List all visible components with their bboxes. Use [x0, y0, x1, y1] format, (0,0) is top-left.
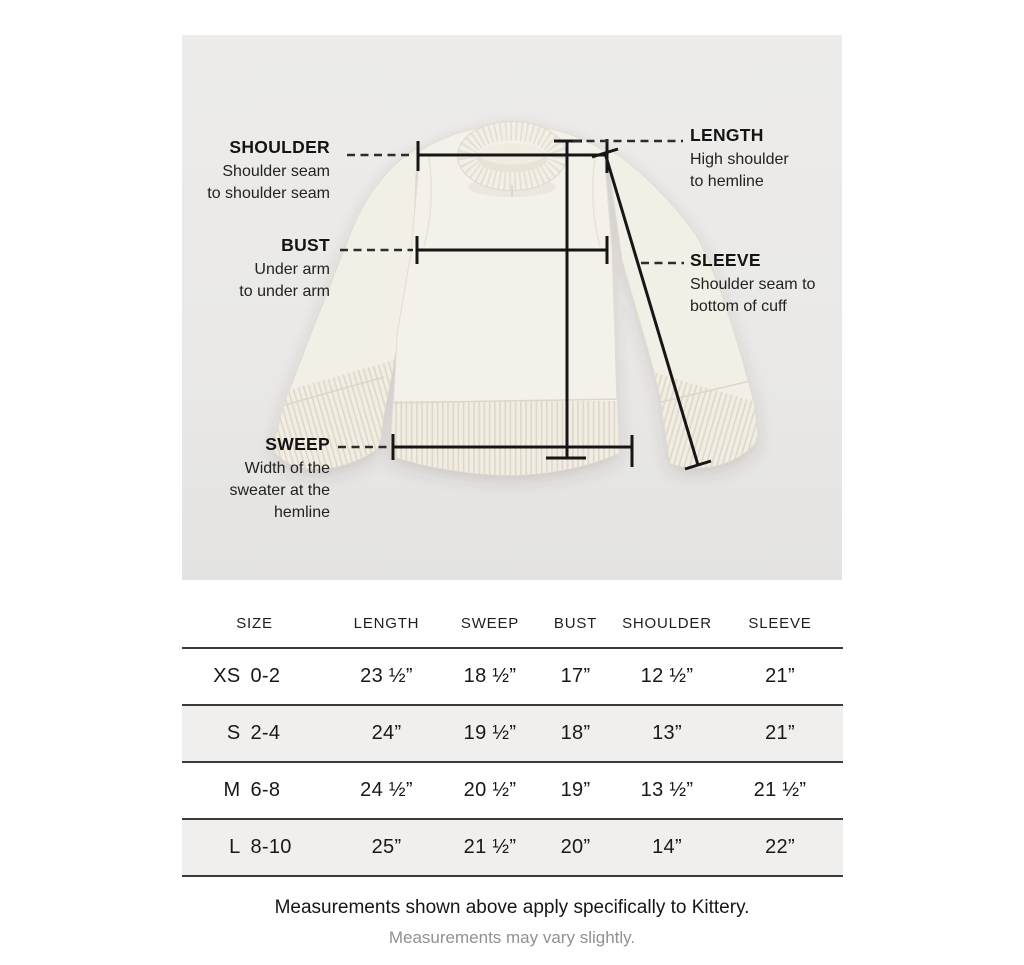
sweep-cell: 19 ½”	[463, 722, 517, 744]
table-row-xs	[182, 649, 843, 706]
shoulder-annotation-line: Shoulder seam	[222, 163, 330, 180]
sweep-annotation	[230, 434, 331, 524]
shoulder-cell: 13”	[652, 722, 682, 744]
table-row-l	[182, 820, 843, 877]
size-range: 6-8	[250, 779, 281, 801]
secondary-note: Measurements may vary slightly.	[388, 928, 636, 947]
shoulder-cell: 12 ½”	[640, 665, 694, 687]
length-annotation-line: to hemline	[690, 173, 764, 190]
column-header-shoulder: SHOULDER	[622, 615, 712, 632]
length-annotation	[690, 125, 789, 193]
bust-cell: 19”	[560, 779, 591, 801]
sweep-cell: 20 ½”	[463, 779, 517, 801]
table-row-m	[182, 763, 843, 820]
sweater-diagram	[182, 35, 842, 580]
length-cell: 24”	[371, 722, 402, 744]
length-cell: 24 ½”	[360, 779, 413, 801]
primary-note: Measurements shown above apply specifically to Kittery.	[274, 897, 750, 918]
length-cell: 23 ½”	[360, 665, 413, 687]
bust-annotation-line: to under arm	[239, 283, 330, 300]
column-header-length: LENGTH	[353, 615, 420, 632]
sweep-cell: 18 ½”	[463, 665, 517, 687]
sweep-annotation-title: SWEEP	[265, 434, 330, 454]
sleeve-cell: 21”	[765, 665, 795, 687]
shoulder-annotation	[207, 137, 330, 205]
column-header-bust: BUST	[553, 615, 598, 632]
sleeve-annotation-title: SLEEVE	[690, 250, 761, 270]
sleeve-annotation-line: bottom of cuff	[690, 298, 787, 315]
column-header-size: SIZE	[236, 615, 273, 632]
bust-annotation	[239, 235, 330, 303]
bust-cell: 18”	[560, 722, 591, 744]
shoulder-annotation-line: to shoulder seam	[207, 185, 330, 202]
sweep-annotation-line: sweater at the	[229, 482, 330, 499]
sleeve-cell: 21 ½”	[753, 779, 807, 801]
shoulder-cell: 14”	[652, 836, 682, 858]
bust-cell: 17”	[560, 665, 591, 687]
bust-annotation-title: BUST	[281, 235, 330, 255]
length-annotation-line: High shoulder	[690, 151, 789, 168]
size-cell	[182, 836, 327, 859]
size-range: 2-4	[250, 722, 281, 744]
size-cell	[182, 665, 327, 688]
bust-cell: 20”	[560, 836, 591, 858]
table-row-s	[182, 706, 843, 763]
sleeve-annotation	[690, 250, 815, 318]
size-label: L	[229, 836, 241, 858]
sweep-cell: 21 ½”	[463, 836, 517, 858]
shoulder-annotation-title: SHOULDER	[229, 137, 330, 157]
size-label: S	[226, 722, 241, 744]
shoulder-cell: 13 ½”	[640, 779, 694, 801]
length-annotation-title: LENGTH	[690, 125, 764, 145]
size-range: 0-2	[250, 665, 281, 687]
size-cell	[182, 722, 327, 745]
size-label: M	[223, 779, 241, 801]
length-cell: 25”	[371, 836, 402, 858]
size-cell	[182, 779, 327, 802]
column-header-sleeve: SLEEVE	[748, 615, 812, 632]
sleeve-annotation-line: Shoulder seam to	[690, 276, 816, 293]
sweep-annotation-line: hemline	[273, 504, 330, 521]
size-table	[182, 578, 843, 877]
sleeve-cell: 22”	[765, 836, 795, 858]
sleeve-cell: 21”	[765, 722, 795, 744]
sweep-annotation-line: Width of the	[244, 460, 330, 477]
column-header-sweep: SWEEP	[460, 615, 520, 632]
size-label: XS	[213, 665, 241, 687]
bust-annotation-line: Under arm	[254, 261, 330, 278]
collar	[458, 122, 567, 198]
size-range: 8-10	[250, 836, 292, 858]
size-table-header	[182, 578, 843, 649]
